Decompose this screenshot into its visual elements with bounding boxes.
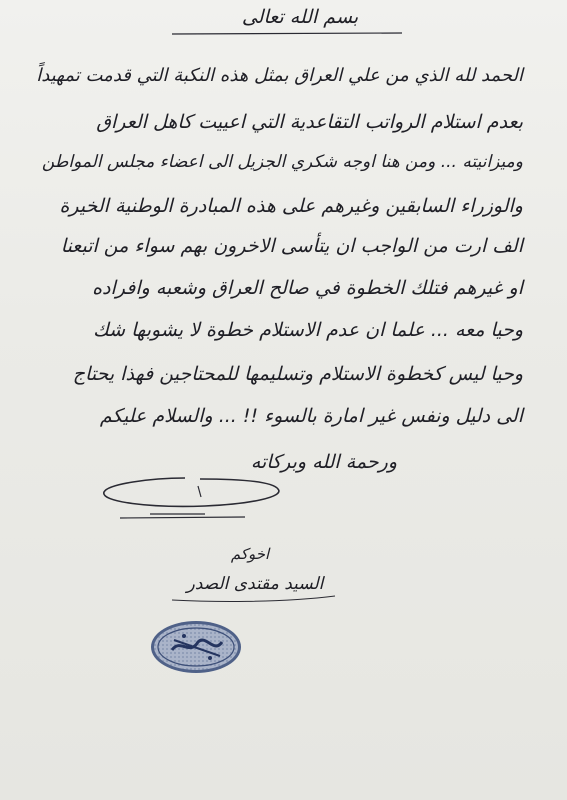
body-line-3: وميزانيته ... ومن هنا اوجه شكري الجزيل الى اعضاء مجلس المواطن [41,152,523,172]
body-line-6: او غيرهم فتلك الخطوة في صالح العراق وشعبه وافراده [92,277,523,299]
body-line-9: الى دليل ونفس غير امارة بالسوء !! ... والسلام عليكم [99,405,523,427]
body-line-7: وحيا معه ... علما ان عدم الاستلام خطوة لا يشوبها شك [93,319,523,341]
body-line-5: الف ارت من الواجب ان يتأسى الاخرون بهم سواء من اتبعنا [60,235,523,257]
seal-stamp [150,620,242,674]
body-line-2: بعدم استلام الرواتب التقاعدية التي اعييت كاهل العراق [96,111,523,133]
closing-label: اخوكم [230,545,270,563]
letter-heading: بسم الله تعالى [241,6,359,28]
body-line-1: الحمد لله الذي من علي العراق بمثل هذه النكبة التي قدمت تمهيداً [36,65,523,86]
author-name: السيد مقتدى الصدر [186,574,324,594]
body-line-10: ورحمة الله وبركاته [250,451,397,473]
body-line-4: والوزراء السابقين وغيرهم على هذه المبادرة الوطنية الخيرة [59,195,523,217]
body-line-8: وحيا ليس كخطوة الاستلام وتسليمها للمحتاجين فهذا يحتاج [72,363,523,385]
